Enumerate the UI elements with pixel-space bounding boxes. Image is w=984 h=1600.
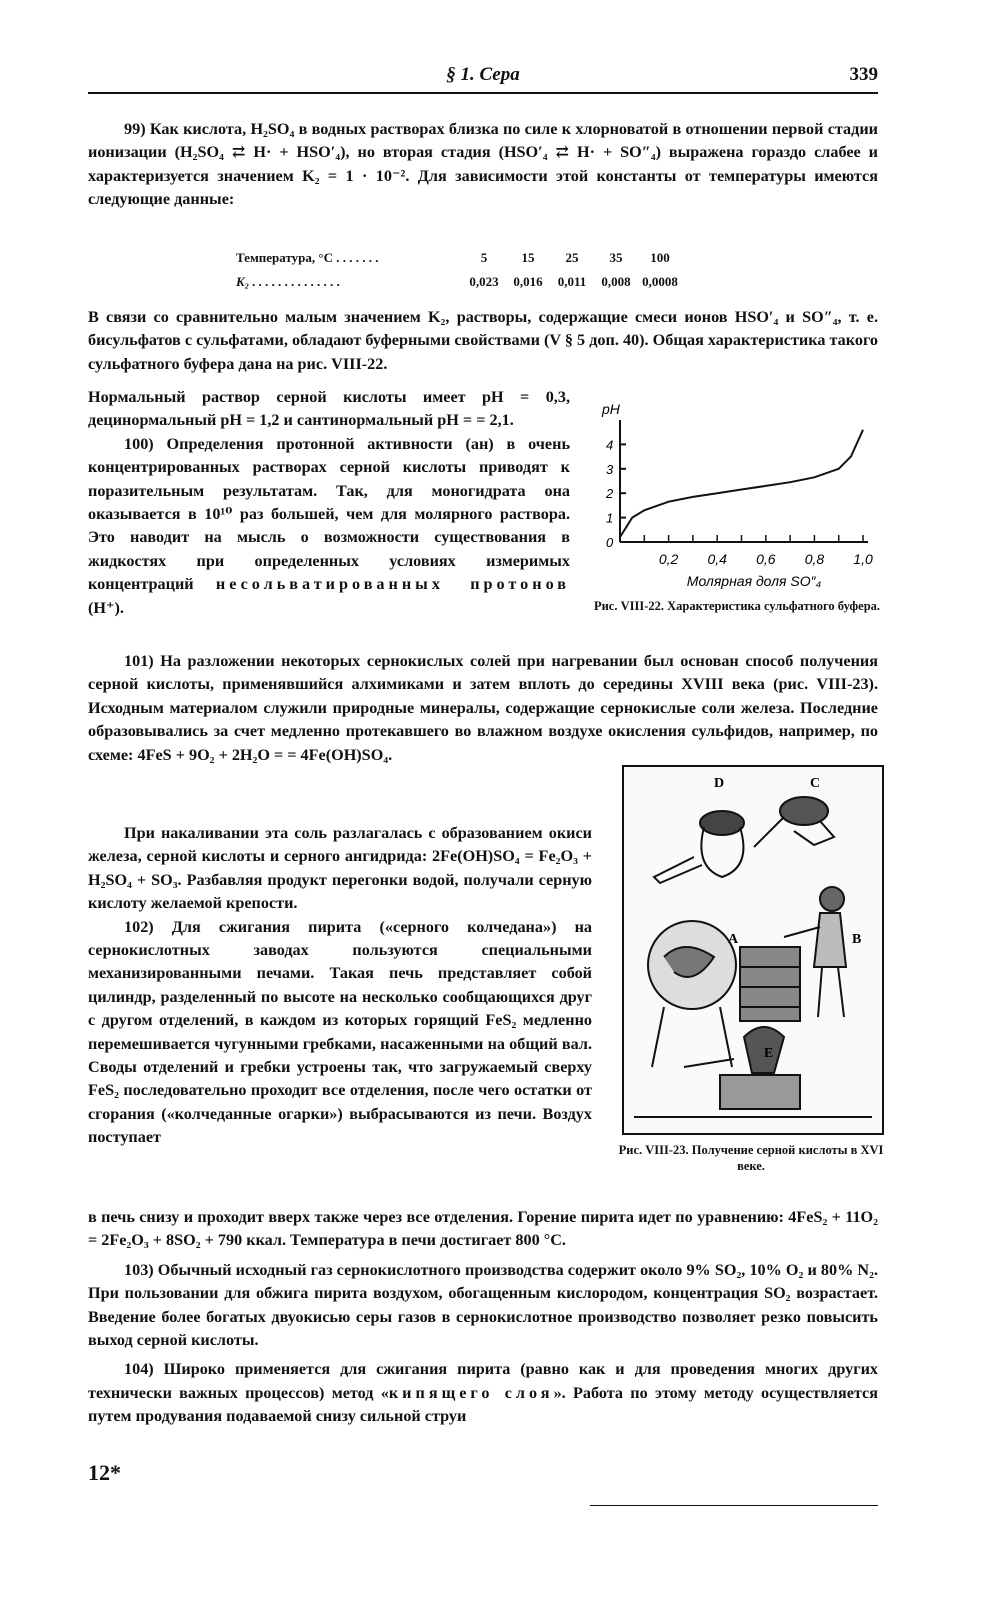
x-tick-label: 0,4 (707, 551, 727, 567)
figure-label-a: A (728, 932, 739, 947)
figure-label-c: C (810, 776, 821, 791)
y-tick-label: 4 (606, 437, 614, 453)
buffer-chart (586, 396, 886, 592)
paragraph-ph-and-100: Нормальный раствор серной кислоты имеет pH = 0,3, децинормальный pH = 1,2 и сантинормальный pH = = 2,1. 100) Определения протонной активности (aн) в очень концентрированных растворах серной кислоты приводят к поразительным результатам. Так, для моногидрата она оказывается в 10¹⁰ раз большей, чем для молярного раствора. Это наводит на мысль о возможности существования в жидкостях при определенных условиях измеримых концентраций несольватированных протонов (H⁺). (88, 386, 570, 620)
table-row: Температура, °С . . . . . . . 5 15 25 35 100 (236, 250, 670, 265)
figure-label-e: E (764, 1046, 774, 1061)
y-tick-label: 3 (606, 461, 614, 477)
figure-caption-22: Рис. VIII-22. Характеристика сульфатного буфера. (593, 599, 881, 613)
x-axis-label: Молярная доля SO″₄ (686, 573, 822, 589)
paragraph-104: 104) Широко применяется для сжигания пирита (равно как и для проведения многих других технически важных процессов) метод «кипящего слоя». Работа по этому методу осуществляется путем продувания подаваемой снизу сильной струи (88, 1360, 878, 1426)
table-row: K₂ . . . . . . . . . . . . . . 0,023 0,016 0,011 0,008 0,0008 (236, 274, 678, 289)
signature-mark: 12* (88, 1460, 121, 1485)
constant-table (236, 246, 682, 294)
figure-caption-23: Рис. VIII-23. Получение серной кислоты в XVI веке. (618, 1143, 884, 1173)
alchemy-engraving (624, 767, 882, 1133)
section-title: § 1. Сера (446, 64, 520, 85)
x-tick-label: 1,0 (853, 551, 873, 567)
page-number: 339 (849, 64, 878, 85)
series-line (620, 430, 863, 537)
x-tick-label: 0,8 (804, 551, 825, 567)
y-tick-label: 2 (606, 486, 614, 502)
paragraph-103: 103) Обычный исходный газ сернокислотного производства содержит около 9% SO₂, 10% O₂ и 80% N₂. При пользовании для обжига пирита воздухом, обогащенным кислородом, концентрация SO₂ возрастает. Введение более богатых двуокисью серы газов в сернокислотное производство позволяет резко повысить выход серной кислоты. (88, 1260, 878, 1350)
paragraph-101-narrow: При накаливании эта соль разлагалась с образованием окиси железа, серной кислоты и серного ангидрида: 2Fe(OH)SO₄ = Fe₂O₃ + H₂SO₄ + SO₃. Разбавляя продукт перегонки водой, получали серную кислоту желаемой крепости. 102) Для сжигания пирита («серного колчедана») на сернокислотных заводах пользуются специальными механизированными печами. Такая печь представляет собой цилиндр, разделенный по высоте на несколько сообщающихся друг с другом отделений, в каждом из которых горящий FeS₂ медленно перемешивается чугунными гребками, насаженными на общий вал. Своды отделений и гребки устроены так, что загружаемый сверху FeS₂ последовательно проходит все отделения, после чего остатки от сгорания («колчеданные огарки») выбрасываются из печи. Воздух поступает (88, 766, 592, 1150)
figure-label-b: B (852, 932, 862, 947)
x-tick-label: 0,2 (658, 551, 679, 567)
paragraph-101-intro: 101) На разложении некоторых сернокислых солей при нагревании был основан способ получения серной кислоты, применявшийся алхимиками и затем вплоть до середины XVIII века (рис. VIII-23). Исходным материалом служили природные минералы, содержащие сернокислые соли железа. Последние образовывались за счет медленно протекавшего во влажном воздухе окисления сульфидов, например, по схеме: 4FeS + 9O₂ + 2H₂O = = 4Fe(OH)SO₄. (88, 652, 878, 764)
paragraph-101-cont (88, 766, 592, 822)
paragraph-102-end: в печь снизу и проходит вверх также через все отделения. Горение пирита идет по уравнению: 4FeS₂ + 11O₂ = 2Fe₂O₃ + 8SO₂ + 790 ккал. Температура в печи достигает 800 °С. 103) Обычный исходный газ сернокислотного производства содержит около 9% SO₂, 10% O₂ и 80% N₂. При пользовании для обжига пирита воздухом, обогащенным кислородом, концентрация SO₂ возрастает. Введение более богатых двуокисью серы газов в сернокислотное производство позволяет резко повысить выход серной кислоты. 104) Широко применяется для сжигания пирита (равно как и для проведения многих других технически важных процессов) метод «кипящего слоя». Работа по этому методу осуществляется путем продувания подаваемой снизу сильной струи (88, 1206, 878, 1429)
alchemy-illustration (622, 765, 884, 1135)
figure-label-d: D (714, 776, 725, 791)
paragraph-99: 99) Как кислота, H₂SO₄ в водных растворах близка по силе к хлорноватой в отношении первой стадии ионизации (H₂SO₄ ⇄ H· + HSO′₄), но вторая стадия (HSO′₄ ⇄ H· + SO″₄) выражена гораздо слабее и характеризуется значением K₂ = 1 · 10⁻². Для зависимости этой константы от температуры имеются следующие данные: (88, 120, 878, 209)
paragraph-100: 100) Определения протонной активности (aн) в очень концентрированных растворах серной кислоты приводят к поразительным результатам. Так, для моногидрата она оказывается в 10¹⁰ раз большей, чем для молярного раствора. Это наводит на мысль о возможности существования в жидкостях при определенных условиях измеримых концентраций несольватированных протонов (H⁺). (88, 434, 570, 617)
paragraph-buffer: В связи со сравнительно малым значением K₂, растворы, содержащие смеси ионов HSO′₄ и SO″₄, т. е. бисульфатов с сульфатами, обладают буферными свойствами (V § 5 доп. 40). Общая характеристика такого сульфатного буфера дана на рис. VIII-22. (88, 308, 878, 373)
x-tick-label: 0,6 (756, 551, 776, 567)
y-tick-label: 1 (606, 510, 614, 526)
running-header (88, 62, 878, 94)
y-axis-label: pH (602, 401, 620, 417)
y-tick-label: 0 (606, 535, 614, 550)
footer-rule (590, 1505, 878, 1506)
